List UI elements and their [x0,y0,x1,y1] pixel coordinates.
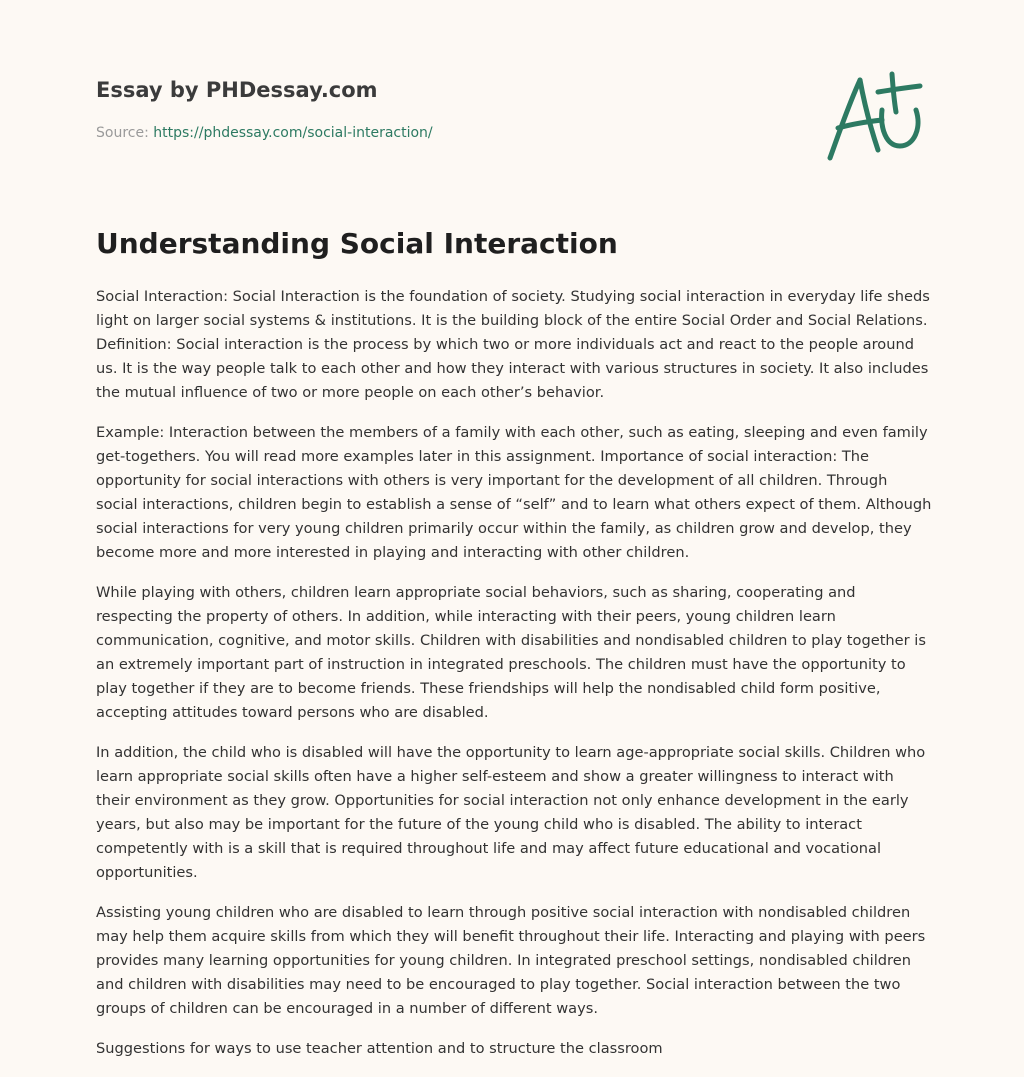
essay-paragraph: Assisting young children who are disabled to learn through positive social interaction with nondisabled children may help them acquire skills from which they will benefit throughout their life. Interacting and playing with peers provides many learning opportunities for young children. In integrated preschool settings, nondisabled children and children with disabilities may need to be encouraged to play together. Social interaction between the two groups of children can be encouraged in a number of different ways. [96,904,926,1017]
plus-vertical [892,74,896,112]
essay-title: Understanding Social Interaction [96,227,618,260]
plus-swoosh [882,110,918,146]
essay-paragraph: Social Interaction: Social Interaction is the foundation of society. Studying social interaction in everyday life sheds light on larger social systems & institutions. It is the building block of the entire Social Order and Social Relations. Definition: Social interaction is the process by which two or more individuals act and react to the people around us. It is the way people talk to each other and how they interact with various structures in society. It also includes the mutual influence of two or more people on each other’s behavior. [96,288,930,401]
source-link[interactable]: https://phdessay.com/social-interaction/ [153,125,433,141]
essay-paragraph: Example: Interaction between the members of a family with each other, such as eating, sleeping and even family get-togethers. You will read more examples later in this assignment. Importance of social interaction: The opportunity for social interactions with others is very important for the development of all children. Through social interactions, children begin to establish a sense of “self” and to learn what others expect of them. Although social interactions for very young children primarily occur within the family, as children grow and develop, they become more and more interested in playing and interacting with other children. [96,424,932,561]
source-line [96,123,433,143]
a-plus-logo-svg [820,66,930,166]
essay-body [96,285,932,1077]
essay-paragraph: In addition, the child who is disabled will have the opportunity to learn age-appropriate social skills. Children who learn appropriate social skills often have a higher self-esteem and show a greater willingness to interact with their environment as they grow. Opportunities for social interaction not only enhance development in the early years, but also may be important for the future of the young child who is disabled. The ability to interact competently with is a skill that is required throughout life and may affect future educational and vocational opportunities. [96,744,926,881]
a-plus-grade-icon [820,66,930,166]
a-left-stroke [830,80,860,158]
brand-title: Essay by PHDessay.com [96,78,378,102]
essay-paragraph: While playing with others, children learn appropriate social behaviors, such as sharing, cooperating and respecting the property of others. In addition, while interacting with their peers, young children learn communication, cognitive, and motor skills. Children with disabilities and nondisabled children to play together is an extremely important part of instruction in integrated preschools. The children must have the opportunity to play together if they are to become friends. These friendships will help the nondisabled child form positive, accepting attitudes toward persons who are disabled. [96,584,926,721]
a-right-stroke [860,80,878,150]
essay-paragraph: Suggestions for ways to use teacher attention and to structure the classroom [96,1040,663,1057]
page-header [96,76,433,143]
plus-horizontal [878,86,920,92]
source-label: Source: [96,125,149,141]
